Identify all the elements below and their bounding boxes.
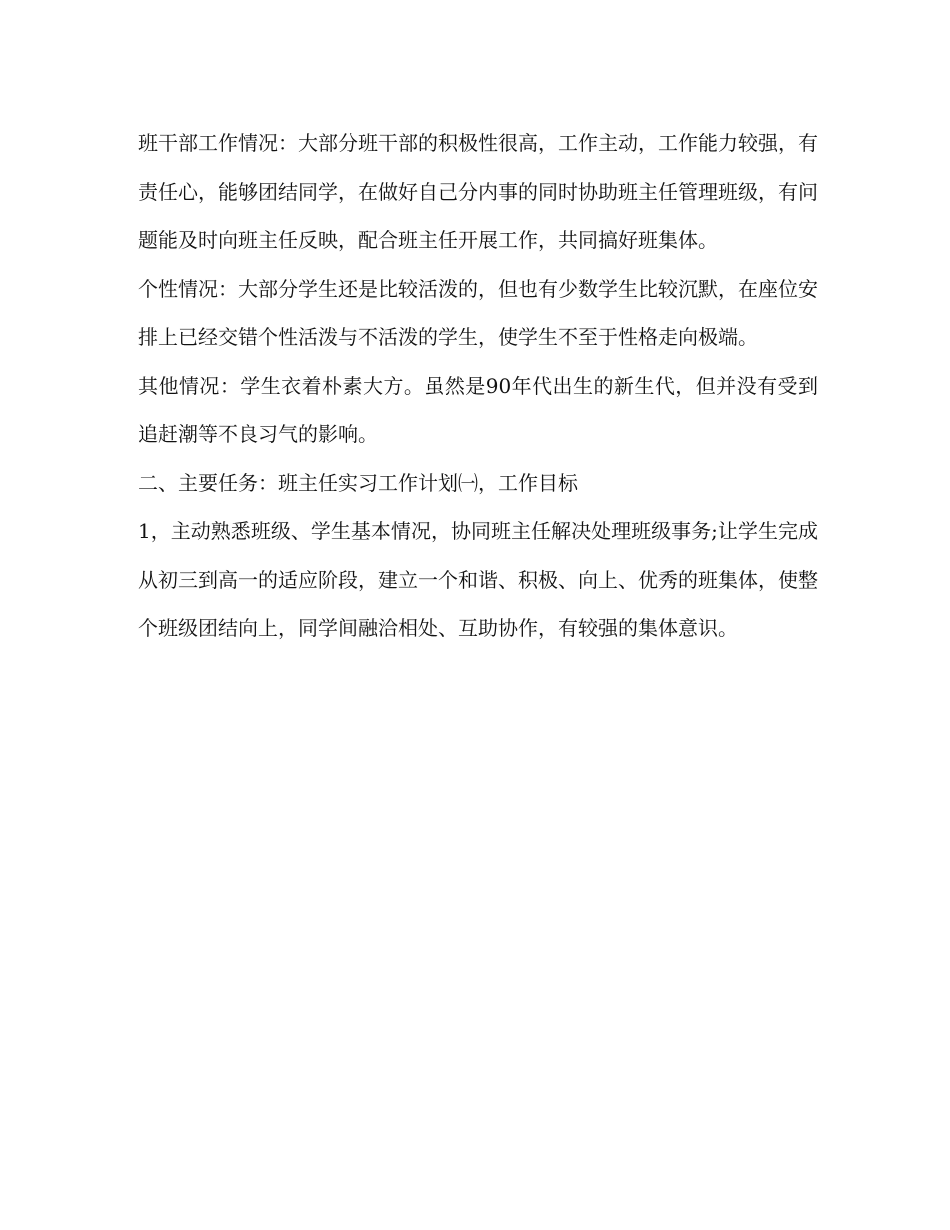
paragraph-class-cadres: 班干部工作情况：大部分班干部的积极性很高，工作主动，工作能力较强，有责任心，能够团结同学，在做好自己分内事的同时协助班主任管理班级，有问题能及时向班主任反映，配合班主任开展工作，共同搞好班集体。 [138,131,818,252]
paragraph-other-situation: 其他情况：学生衣着朴素大方。虽然是90年代出生的新生代，但并没有受到追赶潮等不良习气的影响。 [138,373,818,446]
paragraph-goal-1: 1，主动熟悉班级、学生基本情况，协同班主任解决处理班级事务;让学生完成从初三到高一的适应阶段，建立一个和谐、积极、向上、优秀的班集体，使整个班级团结向上，同学间融洽相处、互助协作，有较强的集体意识。 [138,519,818,640]
section-heading-main-tasks: 二、主要任务：班主任实习工作计划㈠，工作目标 [138,470,578,495]
paragraph-personality: 个性情况：大部分学生还是比较活泼的，但也有少数学生比较沉默，在座位安排上已经交错个性活泼与不活泼的学生，使学生不至于性格走向极端。 [138,276,818,349]
document-body [138,119,818,653]
